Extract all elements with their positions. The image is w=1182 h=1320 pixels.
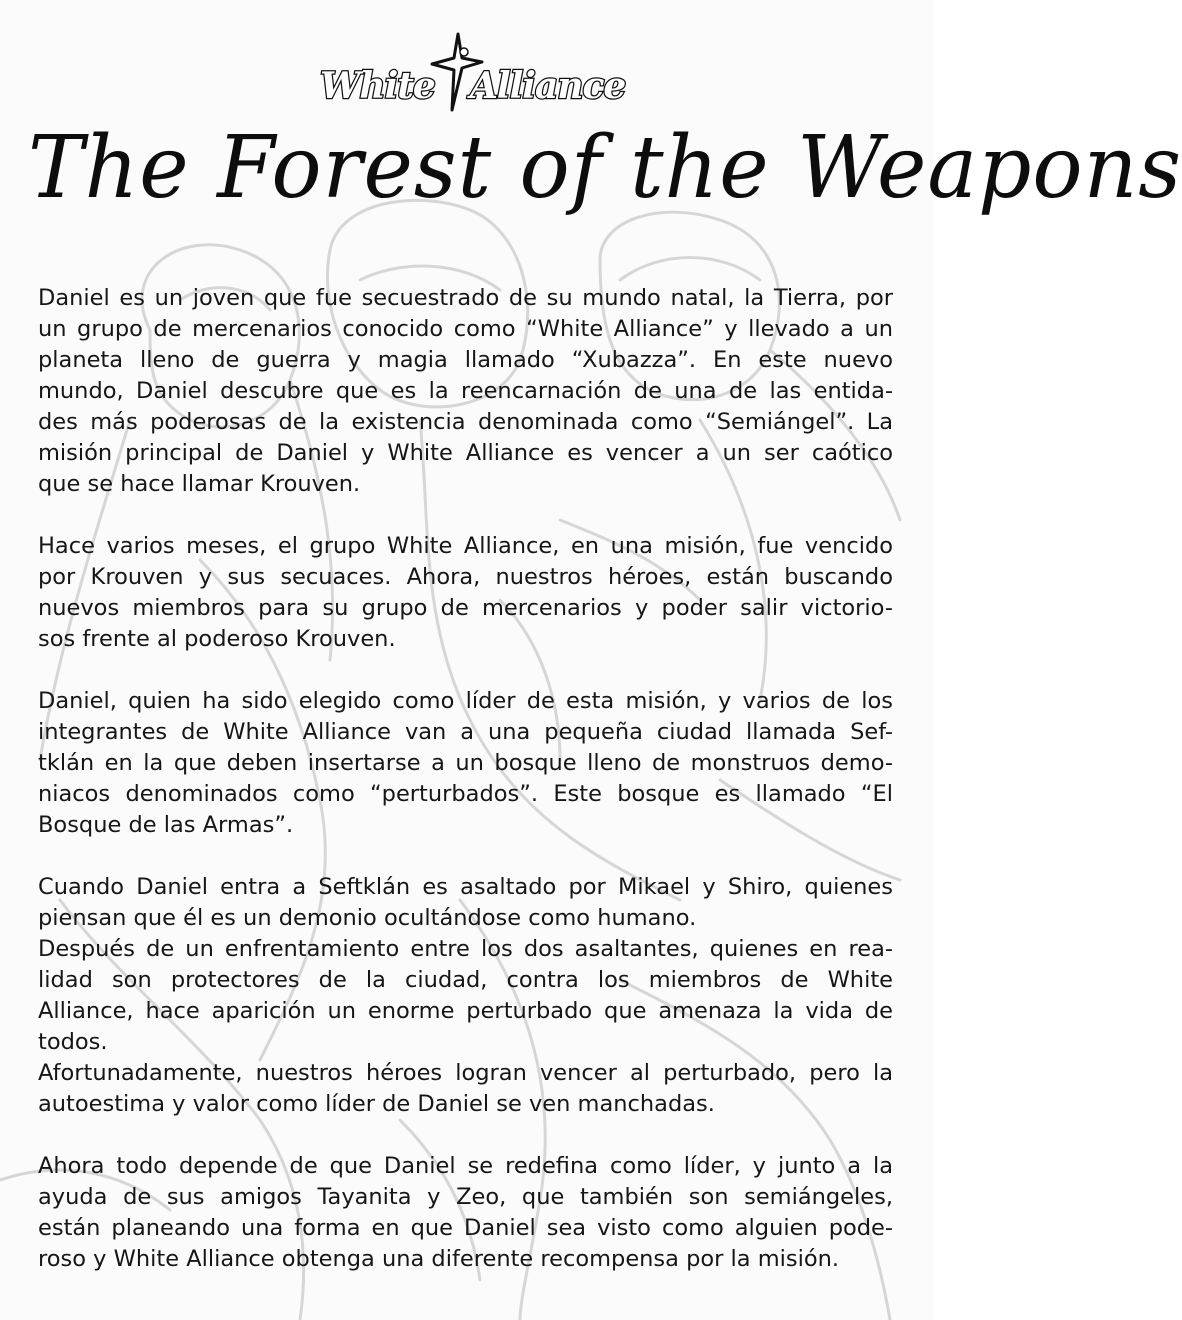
text-line: niacos denominados como “perturbados”. Este bosque es llamado “El: [38, 781, 893, 807]
paragraph-5: [38, 934, 893, 1058]
paragraph-1: [38, 283, 893, 500]
text-line: Alliance, hace aparición un enorme perturbado que amenaza la vida de: [38, 998, 893, 1024]
paragraph-3: [38, 686, 893, 841]
text-line: misión principal de Daniel y White Alliance es vencer a un ser caótico: [38, 440, 893, 466]
text-line: autoestima y valor como líder de Daniel se ven manchadas.: [38, 1091, 715, 1117]
text-line: nuevos miembros para su grupo de mercenarios y poder salir victorio-: [38, 595, 893, 621]
paragraph-2: [38, 531, 893, 655]
text-line: Ahora todo depende de que Daniel se redefina como líder, y junto a la: [38, 1153, 893, 1179]
text-line: todos.: [38, 1029, 108, 1055]
text-line: Daniel, quien ha sido elegido como líder de esta misión, y varios de los: [38, 688, 893, 714]
text-line: roso y White Alliance obtenga una diferente recompensa por la misión.: [38, 1246, 840, 1272]
white-alliance-logo: [310, 32, 626, 112]
text-line: Bosque de las Armas”.: [38, 812, 294, 838]
logo-word-white: White: [320, 65, 435, 107]
text-line: integrantes de White Alliance van a una pequeña ciudad llamada Sef-: [38, 719, 893, 745]
text-line: están planeando una forma en que Daniel sea visto como alguien pode-: [38, 1215, 893, 1241]
page-title: The Forest of the Weapons: [28, 118, 1182, 218]
paragraph-4: [38, 872, 893, 934]
text-line: Afortunadamente, nuestros héroes logran vencer al perturbado, pero la: [38, 1060, 893, 1086]
text-line: por Krouven y sus secuaces. Ahora, nuestros héroes, están buscando: [38, 564, 893, 590]
paragraph-6: [38, 1058, 893, 1120]
text-line: que se hace llamar Krouven.: [38, 471, 361, 497]
text-line: ayuda de sus amigos Tayanita y Zeo, que también son semiángeles,: [38, 1184, 893, 1210]
text-line: planeta lleno de guerra y magia llamado “Xubazza”. En este nuevo: [38, 347, 893, 373]
text-line: mundo, Daniel descubre que es la reencarnación de una de las entida-: [38, 378, 893, 404]
text-line: un grupo de mercenarios conocido como “White Alliance” y llevado a un: [38, 316, 893, 342]
text-line: Cuando Daniel entra a Seftklán es asaltado por Mikael y Shiro, quienes: [38, 874, 893, 900]
synopsis-text: [38, 283, 893, 1306]
text-line: tklán en la que deben insertarse a un bosque lleno de monstruos demo-: [38, 750, 893, 776]
logo-word-alliance: Alliance: [470, 65, 626, 107]
text-line: Hace varios meses, el grupo White Alliance, en una misión, fue vencido: [38, 533, 893, 559]
text-line: des más poderosas de la existencia denominada como “Semiángel”. La: [38, 409, 893, 435]
text-line: lidad son protectores de la ciudad, contra los miembros de White: [38, 967, 893, 993]
text-line: Daniel es un joven que fue secuestrado de su mundo natal, la Tierra, por: [38, 285, 893, 311]
text-line: Después de un enfrentamiento entre los dos asaltantes, quienes en rea-: [38, 936, 893, 962]
text-line: sos frente al poderoso Krouven.: [38, 626, 396, 652]
text-line: piensan que él es un demonio ocultándose como humano.: [38, 905, 697, 931]
paragraph-7: [38, 1151, 893, 1275]
